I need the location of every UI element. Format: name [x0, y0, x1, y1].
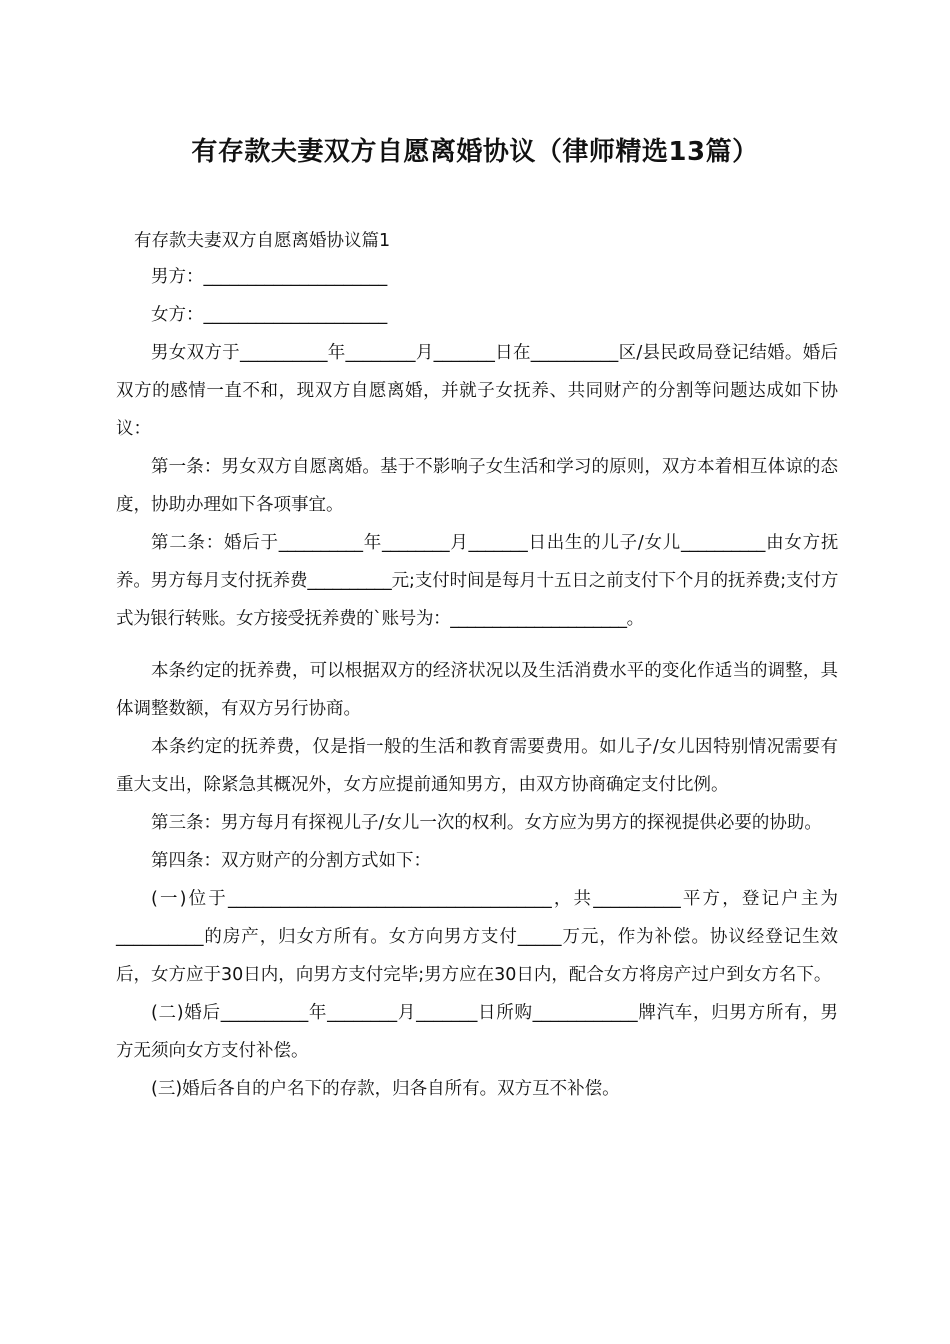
female-party-line: 女方：_____________________: [151, 305, 388, 325]
document-title: 有存款夫妻双方自愿离婚协议（律师精选13篇）: [191, 137, 759, 167]
paragraph-article-4: 第四条：双方财产的分割方式如下：: [151, 851, 431, 871]
paragraph-article-2: 第二条：婚后于__________年________月_______日出生的儿子/女儿__________由女方抚养。男方每月支付抚养费__________元;支付时间是每月十五日之前支付下个月的抚养费;支付方式为银行转账。女方接受抚养费的`账号为：_____________________。: [116, 533, 838, 629]
paragraph-support-adjustment: 本条约定的抚养费，可以根据双方的经济状况以及生活消费水平的变化作适当的调整，具体调整数额，有双方另行协商。: [116, 661, 838, 719]
paragraph-intro: 男女双方于__________年________月_______日在__________区/县民政局登记结婚。婚后双方的感情一直不和，现双方自愿离婚，并就子女抚养、共同财产的分割等问题达成如下协议：: [116, 343, 838, 439]
paragraph-article-3: 第三条：男方每月有探视儿子/女儿一次的权利。女方应为男方的探视提供必要的协助。: [151, 813, 822, 833]
male-party-line: 男方：_____________________: [151, 267, 388, 287]
paragraph-support-scope: 本条约定的抚养费，仅是指一般的生活和教育需要费用。如儿子/女儿因特别情况需要有重大支出，除紧急其概况外，女方应提前通知男方，由双方协商确定支付比例。: [116, 737, 838, 795]
agreement-body: [116, 334, 838, 1108]
paragraph-property-house: (一)位于_____________________________________，共__________平方，登记户主为__________的房产，归女方所有。女方向男方支付_____万元，作为补偿。协议经登记生效后，女方应于30日内，向男方支付完毕;男方应在30日内，配合女方将房产过户到女方名下。: [116, 889, 838, 985]
paragraph-article-1: 第一条：男女双方自愿离婚。基于不影响子女生活和学习的原则，双方本着相互体谅的态度，协助办理如下各项事宜。: [116, 457, 838, 515]
paragraph-property-deposits: (三)婚后各自的户名下的存款，归各自所有。双方互不补偿。: [151, 1079, 620, 1099]
paragraph-property-car: (二)婚后__________年________月_______日所购____________牌汽车，归男方所有，男方无须向女方支付补偿。: [116, 1003, 838, 1061]
section-heading: 有存款夫妻双方自愿离婚协议篇1: [134, 231, 391, 251]
